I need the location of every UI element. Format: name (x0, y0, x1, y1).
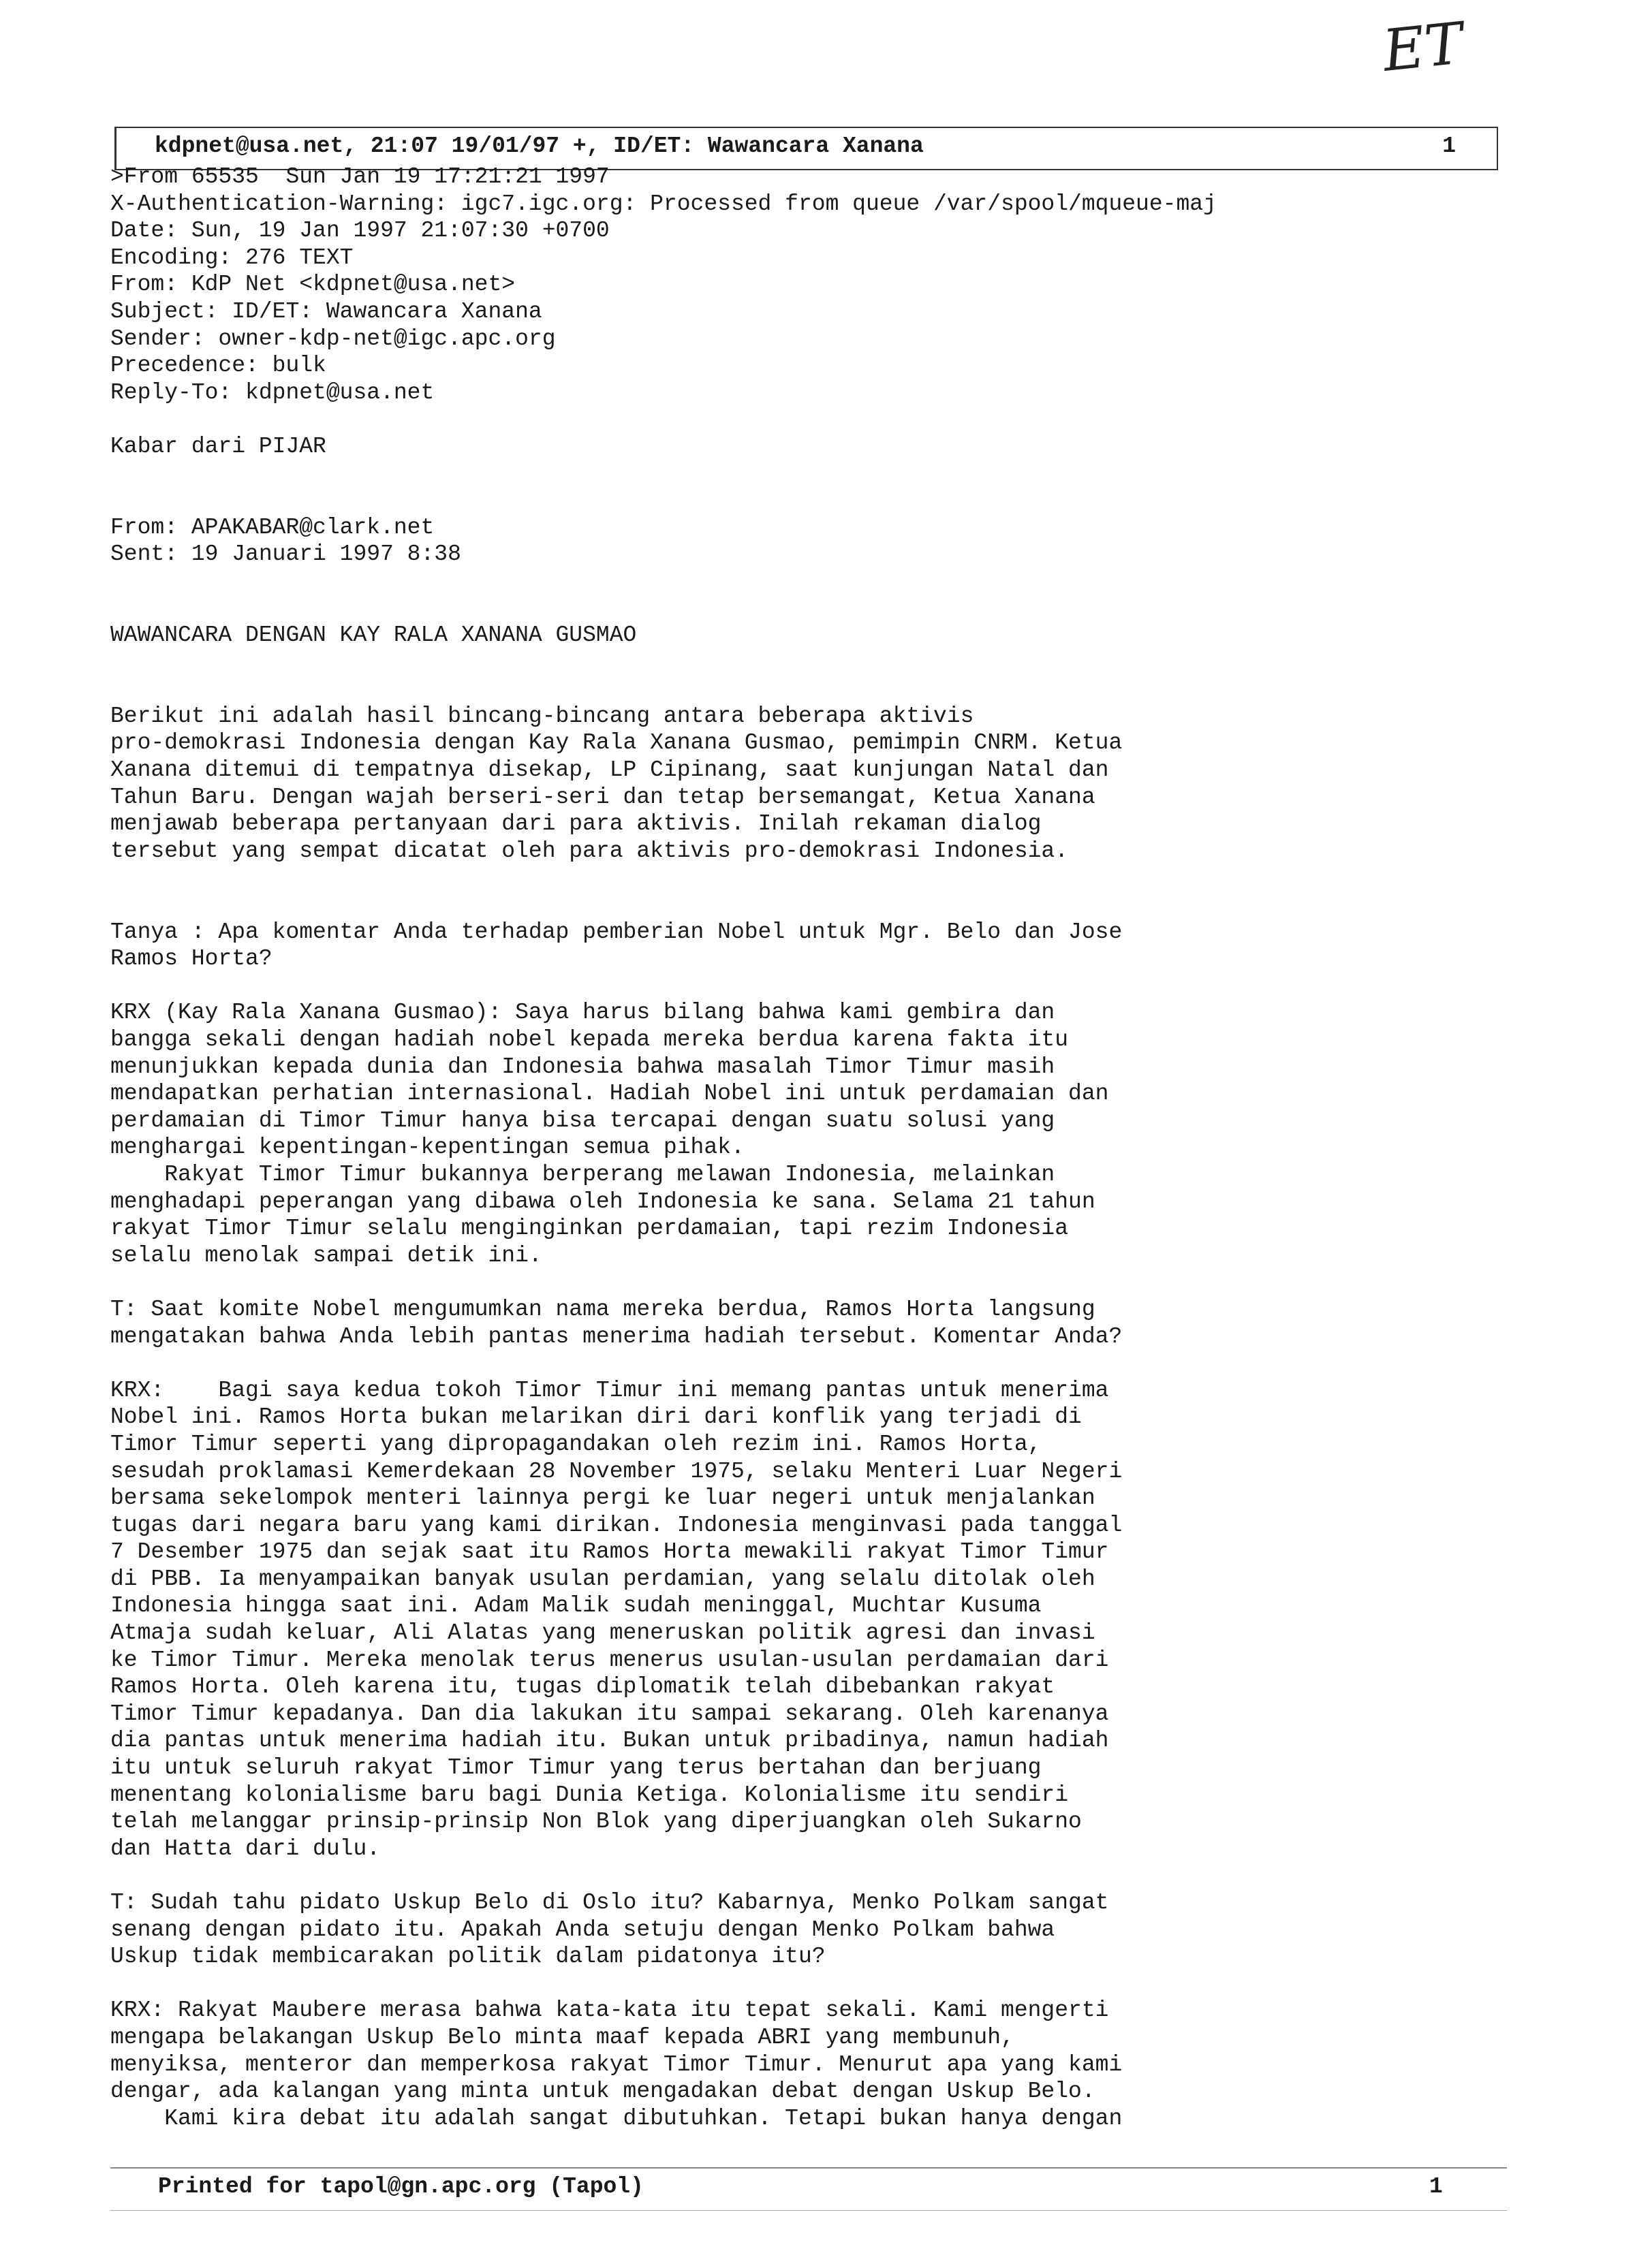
header-page-number: 1 (1442, 133, 1456, 159)
footer-page-number: 1 (1429, 2174, 1443, 2199)
handwritten-annotation: ET (1380, 10, 1467, 84)
footer-printed-for: Printed for tapol@gn.apc.org (Tapol) (158, 2174, 644, 2199)
footer-divider (110, 2167, 1507, 2169)
email-body: >From 65535 Sun Jan 19 17:21:21 1997 X-Authentication-Warning: igc7.igc.org: Processed from queue /var/spool/mqueue-maj Date: Sun, 19 Jan 1997 21:07:30 +0700 Encoding: 276 TEXT From: KdP Net <kdpnet@usa.net> Subject: ID/ET: Wawancara Xanana Sender: owner-kdp-net@igc.apc.org Precedence: bulk Reply-To: kdpnet@usa.net Kabar dari PIJAR From: APAKABAR@clark.net Sent: 19 Januari 1997 8:38 WAWANCARA DENGAN KAY RALA XANANA GUSMAO Berikut ini adalah hasil bincang-bincang antara beberapa aktivis pro-demokrasi Indonesia dengan Kay Rala Xanana Gusmao, pemimpin CNRM. Ketua Xanana ditemui di tempatnya disekap, LP Cipinang, saat kunjungan Natal dan Tahun Baru. Dengan wajah berseri-seri dan tetap bersemangat, Ketua Xanana menjawab beberapa pertanyaan dari para aktivis. Inilah rekaman dialog tersebut yang sempat dicatat oleh para aktivis pro-demokrasi Indonesia. Tanya : Apa komentar Anda terhadap pemberian Nobel untuk Mgr. Belo dan Jose Ramos Horta? KRX (Kay Rala Xanana Gusmao): Saya harus bilang bahwa kami gembira dan bangga sekali dengan hadiah nobel kepada mereka berdua karena fakta itu menunjukkan kepada dunia dan Indonesia bahwa masalah Timor Timur masih mendapatkan perhatian internasional. Hadiah Nobel ini untuk perdamaian dan perdamaian di Timor Timur hanya bisa tercapai dengan suatu solusi yang menghargai kepentingan-kepentingan semua pihak. Rakyat Timor Timur bukannya berperang melawan Indonesia, melainkan menghadapi peperangan yang dibawa oleh Indonesia ke sana. Selama 21 tahun rakyat Timor Timur selalu menginginkan perdamaian, tapi rezim Indonesia selalu menolak sampai detik ini. T: Saat komite Nobel mengumumkan nama mereka berdua, Ramos Horta langsung mengatakan bahwa Anda lebih pantas menerima hadiah tersebut. Komentar Anda? KRX: Bagi saya kedua tokoh Timor Timur ini memang pantas untuk menerima Nobel ini. Ramos Horta bukan melarikan diri dari konflik yang terjadi di Timor Timur seperti yang dipropagandakan oleh rezim ini. Ramos Horta, sesudah proklamasi Kemerdekaan 28 November 1975, selaku Menteri Luar Negeri bersama sekelompok menteri lainnya pergi ke luar negeri untuk menjalankan tugas dari negara baru yang kami dirikan. Indonesia menginvasi pada tanggal 7 Desember 1975 dan sejak saat itu Ramos Horta mewakili rakyat Timor Timur di PBB. Ia menyampaikan banyak usulan perdamian, yang selalu ditolak oleh Indonesia hingga saat ini. Adam Malik sudah meninggal, Muchtar Kusuma Atmaja sudah keluar, Ali Alatas yang meneruskan politik agresi dan invasi ke Timor Timur. Mereka menolak terus menerus usulan-usulan perdamaian dari Ramos Horta. Oleh karena itu, tugas diplomatik telah dibebankan rakyat Timor Timur kepadanya. Dan dia lakukan itu sampai sekarang. Oleh karenanya dia pantas untuk menerima hadiah itu. Bukan untuk pribadinya, namun hadiah itu untuk seluruh rakyat Timor Timur yang terus bertahan dan berjuang menentang kolonialisme baru bagi Dunia Ketiga. Kolonialisme itu sendiri telah melanggar prinsip-prinsip Non Blok yang diperjuangkan oleh Sukarno dan Hatta dari dulu. T: Sudah tahu pidato Uskup Belo di Oslo itu? Kabarnya, Menko Polkam sangat senang dengan pidato itu. Apakah Anda setuju dengan Menko Polkam bahwa Uskup tidak membicarakan politik dalam pidatonya itu? KRX: Rakyat Maubere merasa bahwa kata-kata itu tepat sekali. Kami mengerti mengapa belakangan Uskup Belo minta maaf kepada ABRI yang membunuh, menyiksa, menteror dan memperkosa rakyat Timor Timur. Menurut apa yang kami dengar, ada kalangan yang minta untuk mengadakan debat dengan Uskup Belo. Kami kira debat itu adalah sangat dibutuhkan. Tetapi bukan hanya dengan (110, 164, 1217, 2131)
header-title: kdpnet@usa.net, 21:07 19/01/97 +, ID/ET: Wawancara Xanana (155, 133, 924, 159)
footer-divider-bottom (110, 2210, 1507, 2211)
